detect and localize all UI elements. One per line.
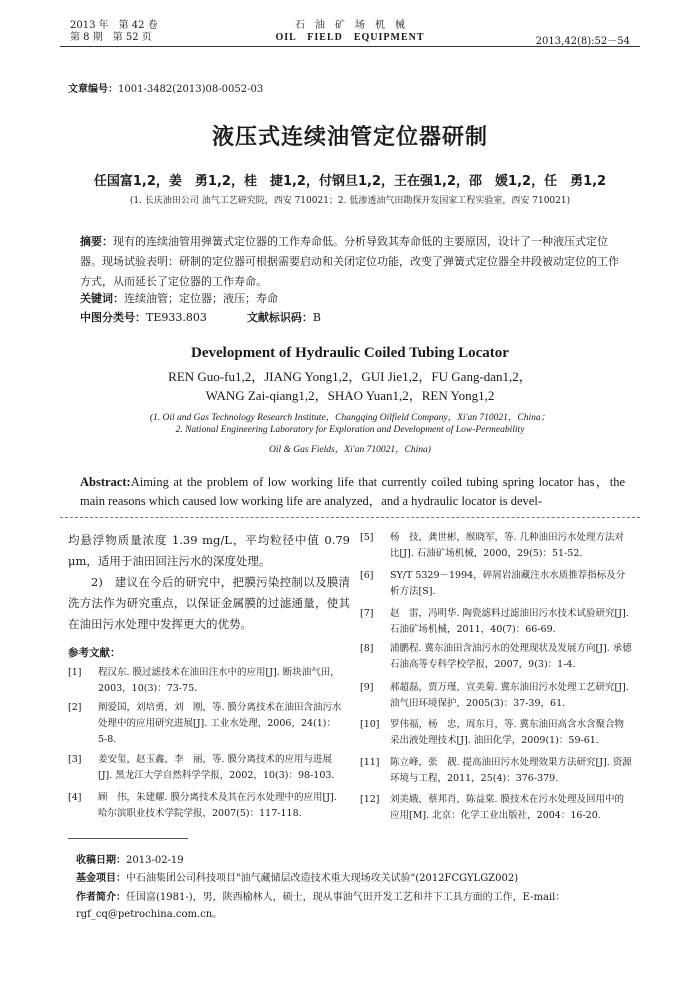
- reference-item: [68, 700, 343, 748]
- abstract-en: [80, 473, 625, 511]
- journal-name-cn: 石 油 矿 场 机 械: [295, 20, 405, 31]
- reference-number: [9]: [360, 682, 374, 693]
- reference-text: 阐爱国，刘培勇，刘 刚，等. 膜分离技术在油田含油污水处理中的应用研究进展[J]. 工业水处理，2006，24(1)：5-8.: [98, 702, 342, 745]
- body-left-column: [68, 530, 350, 635]
- citation-info: 2013,42(8):52－54: [535, 36, 630, 47]
- reference-text: 陈立峰，张 靓. 提高油田污水处理效果方法研究[J]. 资源环境与工程，2011，25(4)：376-379.: [390, 757, 632, 784]
- reference-text: 程汉东. 膜过滤技术在油田注水中的应用[J]. 断块油气田，2003，10(3)：73-75.: [98, 667, 340, 694]
- reference-text: 浦鹏程. 冀东油田含油污水的处理现状及发展方向[J]. 承德石油高等专科学校学报，2007，9(3)：1-4.: [390, 643, 632, 670]
- doc-code-value: B: [312, 311, 321, 324]
- title-cn: 液压式连续油管定位器研制: [211, 125, 488, 150]
- fund-label: 基金项目：: [76, 873, 126, 884]
- reference-item: [360, 641, 632, 673]
- reference-item: [360, 680, 632, 712]
- reference-item: [360, 792, 632, 824]
- reference-text: 杨 技，龚世彬，缑晓军，等. 几种油田污水处理方法对比[J]. 石油矿场机械，2000，29(5)：51-52.: [390, 532, 625, 559]
- footnote-rule: [68, 838, 188, 839]
- author-bio: [76, 889, 636, 923]
- clc-label: 中图分类号：: [80, 311, 146, 324]
- authors-en-line2: WANG Zai-qiang1,2，SHAO Yuan1,2，REN Yong1,2: [205, 388, 495, 403]
- reference-text: 郝超磊，贾万瑾，宣美菊. 冀东油田污水处理工艺研究[J]. 油气田环境保护，2005(3)：37-39，61.: [390, 682, 629, 709]
- authors-en-line1: REN Guo-fu1,2，JIANG Yong1,2，GUI Jie1,2，FU Gang-dan1,2，: [168, 369, 532, 384]
- reference-item: [360, 530, 632, 562]
- reference-number: [10]: [360, 719, 380, 730]
- article-number-value: 1001-3482(2013)08-0052-03: [118, 84, 264, 95]
- references-heading: 参考文献：: [68, 647, 121, 659]
- abstract-cn: [80, 232, 625, 292]
- keywords: [80, 290, 278, 306]
- reference-number: [11]: [360, 757, 380, 768]
- journal-name-en: OIL FIELD EQUIPMENT: [275, 32, 425, 43]
- reference-item: [360, 755, 632, 787]
- reference-item: [360, 606, 632, 638]
- reference-number: [1]: [68, 667, 82, 678]
- reference-number: [12]: [360, 794, 380, 805]
- abstract-en-label: Abstract:: [80, 475, 131, 489]
- reference-number: [8]: [360, 643, 374, 654]
- reference-number: [2]: [68, 702, 82, 713]
- reference-item: [360, 717, 632, 749]
- reference-text: SY/T 5329－1994，碎屑岩油藏注水水质推荐指标及分析方法[S].: [390, 570, 626, 597]
- reference-number: [5]: [360, 532, 374, 543]
- title-en: Development of Hydraulic Coiled Tubing Locator: [191, 345, 509, 361]
- author-bio-label: 作者简介：: [76, 892, 126, 903]
- reference-number: [3]: [68, 754, 82, 765]
- article-number-label: 文章编号：: [68, 84, 118, 95]
- abstract-cn-label: 摘要：: [80, 235, 113, 248]
- clc-value: TE933.803: [146, 311, 207, 324]
- section-divider: [60, 517, 640, 518]
- reference-text: 刘美娥，蔡邦肖，陈益棠. 膜技术在污水处理及回用中的应用[M]. 北京：化学工业出版社，2004：16-20.: [390, 794, 625, 821]
- reference-text: 姜安玺，赵玉鑫，李 丽，等. 膜分离技术的应用与进展[J]. 黑龙江大学自然科学学报，2002，10(3)：98-103.: [98, 754, 335, 781]
- reference-item: [68, 790, 343, 822]
- reference-item: [68, 752, 343, 784]
- affiliation-en-line3: Oil & Gas Fields，Xi'an 710021，China): [269, 445, 431, 455]
- reference-number: [4]: [68, 792, 82, 803]
- doc-code-label: 文献标识码：: [246, 311, 313, 324]
- author-bio-value: 任国富(1981-)，男，陕西榆林人，硕士，现从事油气田开发工艺和井下工具方面的工作，E-mail：rgf_cq@petrochina.com.cn。: [76, 892, 566, 920]
- received-label: 收稿日期：: [76, 855, 126, 866]
- affiliation-en-line1: (1. Oil and Gas Technology Research Institute，Changqing Oilfield Company，Xi'an 710021，China；: [149, 413, 551, 423]
- abstract-en-text: Aiming at the problem of low working life that currently coiled tubing spring locator has，the main reasons which caused low working life are analyzed，and a hydraulic locator is devel-: [80, 475, 625, 508]
- reference-number: [7]: [360, 608, 374, 619]
- abstract-cn-text: 现有的连续油管用弹簧式定位器的工作寿命低。分析导致其寿命低的主要原因，设计了一种液压式定位器。现场试验表明：研制的定位器可根据需要启动和关闭定位功能，改变了弹簧式定位器全井段被动定位的工作方式，从而延长了定位器的工作寿命。: [80, 235, 619, 288]
- keywords-text: 连续油管；定位器；液压；寿命: [124, 292, 278, 305]
- reference-number: [6]: [360, 570, 374, 581]
- reference-text: 顾 伟，朱建耀. 膜分离技术及其在污水处理中的应用[J]. 哈尔滨职业技术学院学报，2007(5)：117-118.: [98, 792, 337, 819]
- reference-item: [360, 568, 632, 600]
- received-date: [76, 852, 636, 869]
- fund-value: 中石油集团公司科技项目"油气藏储层改造技术重大现场攻关试验"(2012FCGYLGZ002): [126, 873, 519, 884]
- affiliation-en-line2: 2. National Engineering Laboratory for Exploration and Development of Low-Permeability: [175, 425, 525, 435]
- conclusion-paragraph: 2) 建议在今后的研究中，把膜污染控制以及膜清洗方法作为研究重点，以保证金属膜的过滤通量，使其在油田污水处理中发挥更大的优势。: [68, 575, 350, 631]
- keywords-label: 关键词：: [80, 292, 124, 305]
- header-rule: [60, 46, 640, 47]
- classification: [80, 309, 321, 325]
- article-number: [68, 80, 263, 95]
- affiliation-cn: (1. 长庆油田公司 油气工艺研究院，西安 710021；2. 低渗透油气田勘探开发国家工程实验室，西安 710021): [129, 196, 571, 206]
- reference-text: 赵 雷，冯明华. 陶瓷滤料过滤油田污水技术试验研究[J]. 石油矿场机械，2011，40(7)：66-69.: [390, 608, 629, 635]
- reference-text: 罗伟福，杨 忠，周东月，等. 冀东油田高含水含聚合物采出液处理技术[J]. 油田化学，2009(1)：59-61.: [390, 719, 625, 746]
- body-paragraph: 均悬浮物质量浓度 1.39 mg/L，平均粒径中值 0.79 μm，适用于油田回注污水的深度处理。: [68, 533, 350, 568]
- volume-line: 2013 年 第 42 卷: [70, 20, 158, 31]
- fund-info: [76, 870, 636, 887]
- reference-item: [68, 665, 343, 697]
- page-line: 第 8 期 第 52 页: [70, 32, 152, 43]
- received-value: 2013-02-19: [126, 855, 184, 866]
- authors-cn: 任国富1,2，姜 勇1,2，桂 捷1,2，付钢旦1,2，王在强1,2，邵 媛1,2，任 勇1,2: [93, 174, 607, 189]
